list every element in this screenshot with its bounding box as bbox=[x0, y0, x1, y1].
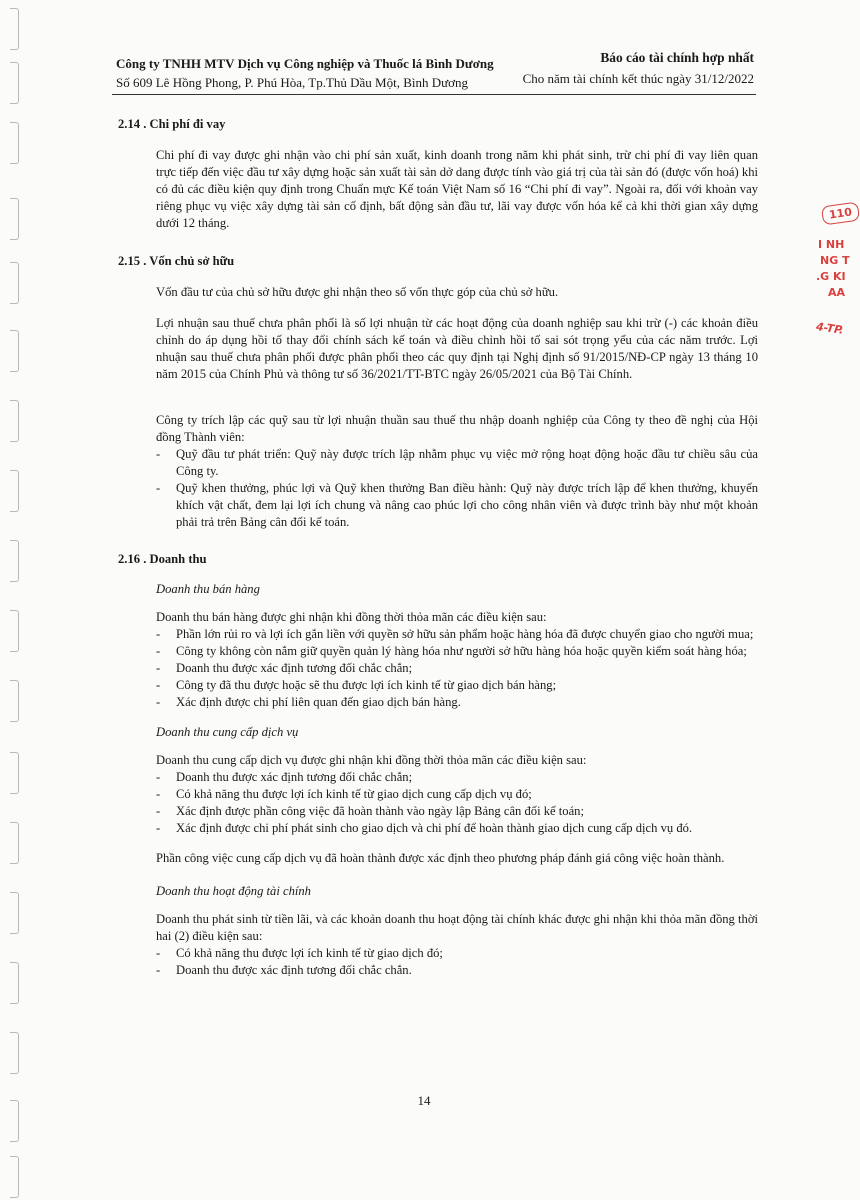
binding-hole bbox=[10, 892, 19, 934]
list-item: - Doanh thu được xác định tương đối chắc chắn; bbox=[156, 660, 758, 677]
list-item: - Doanh thu được xác định tương đối chắc chắn. bbox=[156, 962, 758, 979]
list-item: - Xác định được chi phí phát sinh cho giao dịch và chi phí để hoàn thành giao dịch cung cấp dịch vụ đó. bbox=[156, 820, 758, 837]
paragraph: Doanh thu bán hàng được ghi nhận khi đồng thời thỏa mãn các điều kiện sau: bbox=[156, 610, 547, 624]
binding-hole bbox=[10, 8, 19, 50]
binding-hole bbox=[10, 962, 19, 1004]
section-title-revenue: 2.16 . Doanh thu bbox=[118, 552, 207, 566]
section-title-owners-equity: 2.15 . Vốn chủ sở hữu bbox=[118, 254, 235, 268]
red-seal-stamp bbox=[810, 190, 858, 350]
binding-hole bbox=[10, 540, 19, 582]
binding-hole bbox=[10, 198, 19, 240]
list-item: - Xác định được phần công việc đã hoàn thành vào ngày lập Bảng cân đối kế toán; bbox=[156, 803, 758, 820]
stamp-text: NG T bbox=[820, 254, 850, 267]
page-content bbox=[118, 116, 758, 979]
list-item: - Quỹ khen thưởng, phúc lợi và Quỹ khen thưởng Ban điều hành: Quỹ này được trích lập để khen thưởng, khuyến khích vật chất, đem lại lợi ích chung và nâng cao phúc lợi cho công nhân viên và được trình bày như một khoản phải trả trên Bảng cân đối kế toán. bbox=[156, 480, 758, 531]
binding-hole bbox=[10, 822, 19, 864]
company-name: Công ty TNHH MTV Dịch vụ Công nghiệp và Thuốc lá Bình Dương bbox=[116, 56, 494, 71]
funds-list bbox=[156, 446, 758, 531]
paragraph: Doanh thu phát sinh từ tiền lãi, và các khoản doanh thu hoạt động tài chính khác được ghi nhận khi thỏa mãn đồng thời hai (2) điều kiện sau: bbox=[156, 912, 758, 943]
paragraph: Phần công việc cung cấp dịch vụ đã hoàn thành được xác định theo phương pháp đánh giá công việc hoàn thành. bbox=[156, 851, 725, 865]
binding-hole bbox=[10, 122, 19, 164]
stamp-text: 4-TP. bbox=[815, 320, 845, 337]
binding-hole bbox=[10, 1156, 19, 1198]
binding-hole bbox=[10, 400, 19, 442]
financial-conditions-list bbox=[156, 945, 758, 979]
binding-hole bbox=[10, 610, 19, 652]
binding-hole bbox=[10, 330, 19, 372]
paragraph: Vốn đầu tư của chủ sở hữu được ghi nhận theo số vốn thực góp của chủ sở hữu. bbox=[156, 285, 559, 299]
paragraph: Lợi nhuận sau thuế chưa phân phối là số lợi nhuận từ các hoạt động của doanh nghiệp sau khi trừ (-) các khoản điều chỉnh do áp dụng hồi tố thay đổi chính sách kế toán và điều chỉnh hồi tố sai sót trọng yếu của các năm trước. Lợi nhuận sau thuế chưa phân phối được phân phối theo các quy định tại Nghị định số 91/2015/NĐ-CP ngày 13 tháng 10 năm 2015 của Chính Phủ và thông tư số 36/2021/TT-BTC ngày 26/05/2021 của Bộ Tài Chính. bbox=[156, 316, 758, 381]
stamp-text: I NH bbox=[818, 238, 845, 251]
stamp-text: AA bbox=[828, 286, 846, 299]
binding-hole bbox=[10, 680, 19, 722]
paragraph: Doanh thu cung cấp dịch vụ được ghi nhận khi đồng thời thỏa mãn các điều kiện sau: bbox=[156, 753, 587, 767]
subheading-financial-revenue: Doanh thu hoạt động tài chính bbox=[156, 884, 311, 898]
report-title: Báo cáo tài chính hợp nhất bbox=[600, 50, 754, 65]
list-item: - Công ty đã thu được hoặc sẽ thu được lợi ích kinh tế từ giao dịch bán hàng; bbox=[156, 677, 758, 694]
stamp-text: 110 bbox=[821, 202, 860, 226]
list-item: - Có khả năng thu được lợi ích kinh tế từ giao dịch cung cấp dịch vụ đó; bbox=[156, 786, 758, 803]
company-address: Số 609 Lê Hồng Phong, P. Phú Hòa, Tp.Thủ Dầu Một, Bình Dương bbox=[116, 75, 469, 90]
list-item: - Công ty không còn nắm giữ quyền quản lý hàng hóa như người sở hữu hàng hóa hoặc quyền kiểm soát hàng hóa; bbox=[156, 643, 758, 660]
binding-hole bbox=[10, 262, 19, 304]
subheading-sales-revenue: Doanh thu bán hàng bbox=[156, 582, 260, 596]
binding-hole bbox=[10, 470, 19, 512]
list-item: - Phần lớn rủi ro và lợi ích gắn liền với quyền sở hữu sản phẩm hoặc hàng hóa đã được chuyển giao cho người mua; bbox=[156, 626, 758, 643]
list-item: - Xác định được chi phí liên quan đến giao dịch bán hàng. bbox=[156, 694, 758, 711]
report-period: Cho năm tài chính kết thúc ngày 31/12/2022 bbox=[522, 71, 754, 86]
list-item: - Quỹ đầu tư phát triển: Quỹ này được trích lập nhằm phục vụ việc mở rộng hoạt động hoặc đầu tư chiều sâu của Công ty. bbox=[156, 446, 758, 480]
sales-conditions-list bbox=[156, 626, 758, 711]
binding-hole bbox=[10, 1032, 19, 1074]
service-conditions-list bbox=[156, 769, 758, 837]
header-divider bbox=[112, 94, 756, 95]
binding-hole bbox=[10, 62, 19, 104]
binding-holes bbox=[4, 0, 26, 1200]
list-item: - Doanh thu được xác định tương đối chắc chắn; bbox=[156, 769, 758, 786]
header-report-block bbox=[454, 49, 754, 87]
binding-hole bbox=[10, 752, 19, 794]
stamp-text: .G KI bbox=[816, 270, 846, 283]
list-item: - Có khả năng thu được lợi ích kinh tế từ giao dịch đó; bbox=[156, 945, 758, 962]
paragraph: Chi phí đi vay được ghi nhận vào chi phí sản xuất, kinh doanh trong năm khi phát sinh, trừ chi phí đi vay liên quan trực tiếp đến việc đầu tư xây dựng hoặc sản xuất tài sản dở dang được tính vào giá trị của tài sản đó (được vốn hoá) khi có đủ các điều kiện quy định trong Chuẩn mực Kế toán Việt Nam số 16 “Chi phí đi vay”. Ngoài ra, đối với khoản vay riêng phục vụ việc xây dựng tài sản cố định, bất động sản đầu tư, lãi vay được vốn hóa kể cả khi thời gian xây dựng dưới 12 tháng. bbox=[156, 148, 758, 230]
section-title-borrowing-costs: 2.14 . Chi phí đi vay bbox=[118, 117, 226, 131]
paragraph: Công ty trích lập các quỹ sau từ lợi nhuận thuần sau thuế thu nhập doanh nghiệp của Công ty theo đề nghị của Hội đồng Thành viên: bbox=[156, 413, 758, 444]
page-number: 14 bbox=[417, 1093, 431, 1108]
subheading-service-revenue: Doanh thu cung cấp dịch vụ bbox=[156, 725, 299, 739]
